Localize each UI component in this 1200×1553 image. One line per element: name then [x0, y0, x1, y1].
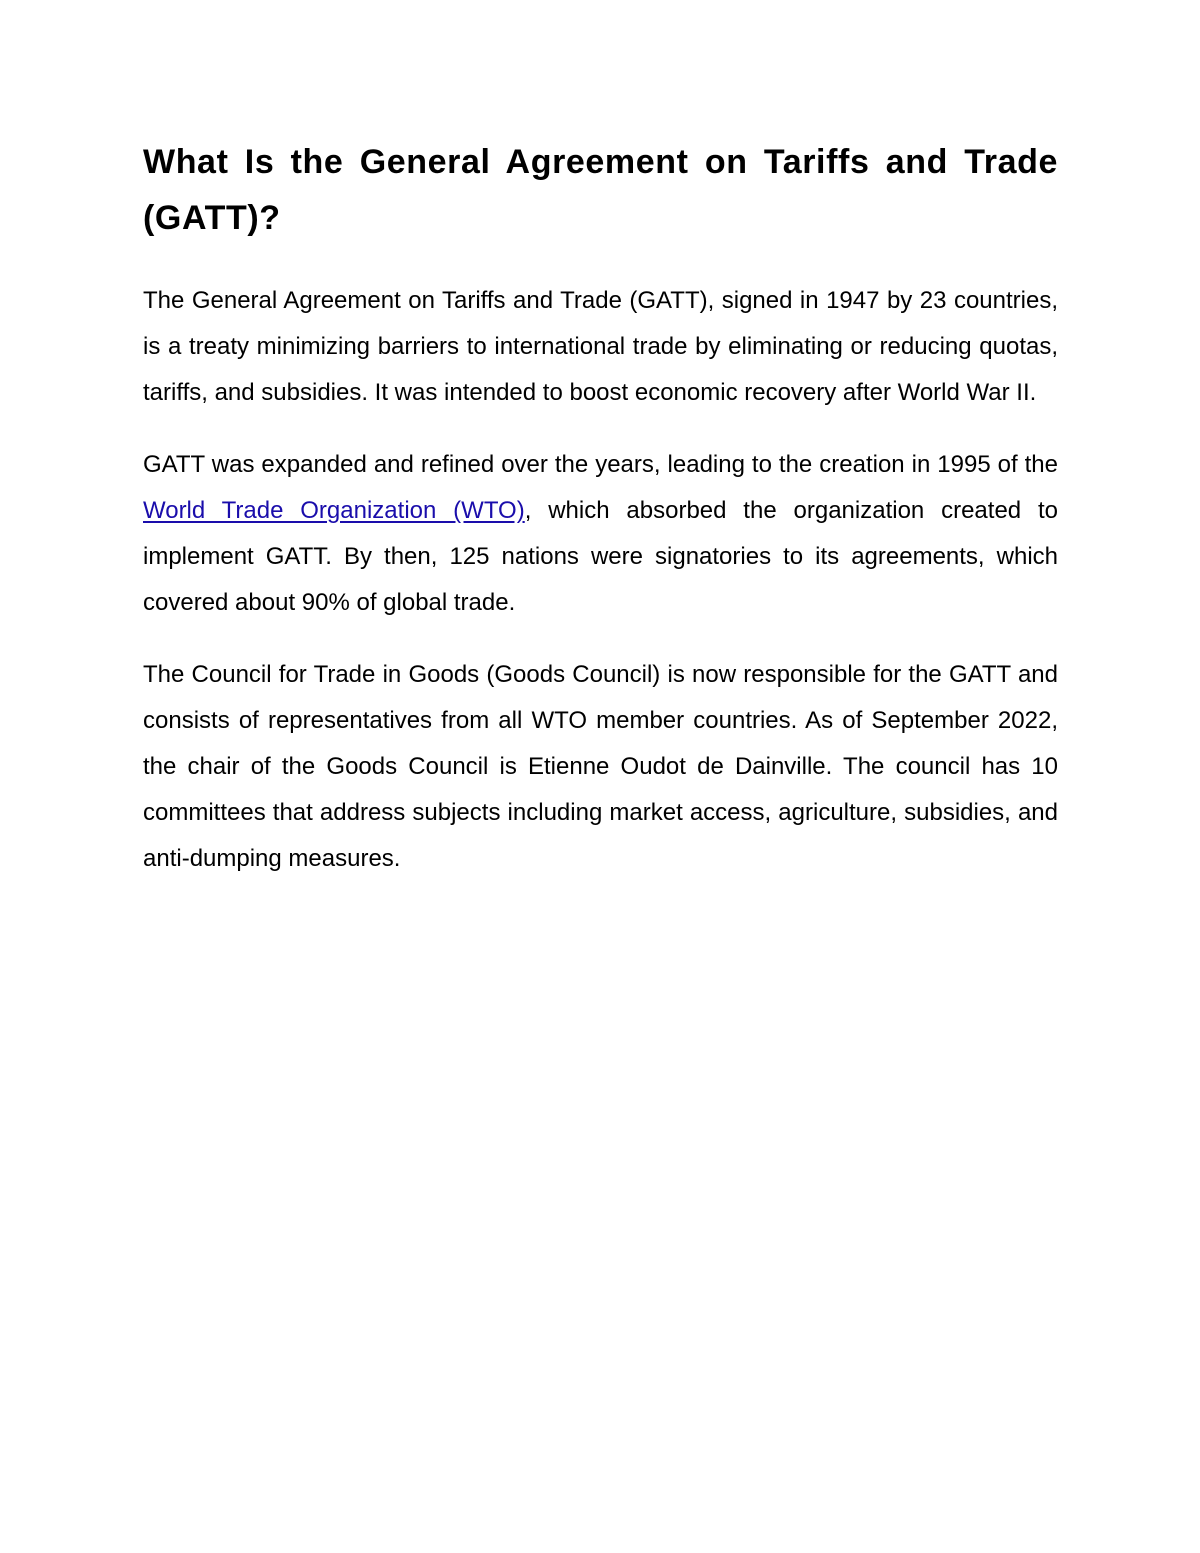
paragraph-text-segment: GATT was expanded and refined over the years, leading to the creation in 1995 of the — [143, 451, 1058, 478]
wto-link[interactable]: World Trade Organization (WTO) — [143, 497, 525, 524]
paragraph-gatt-definition: The General Agreement on Tariffs and Trade (GATT), signed in 1947 by 23 countries, is a treaty minimizing barriers to international trade by eliminating or reducing quotas, tariffs, and subsidies. It was intended to boost economic recovery after World War II. — [143, 287, 1058, 406]
paragraph-gatt-history — [143, 442, 1058, 626]
page-title: What Is the General Agreement on Tariffs and Trade (GATT)? — [143, 143, 1058, 237]
paragraph-text-segment: , which absorbed the organization created to implement GATT. By then, 125 nations were signatories to its agreements, which covered about 90% of global trade. — [143, 497, 1058, 616]
paragraph-goods-council: The Council for Trade in Goods (Goods Council) is now responsible for the GATT and consists of representatives from all WTO member countries. As of September 2022, the chair of the Goods Council is Etienne Oudot de Dainville. The council has 10 committees that address subjects including market access, agriculture, subsidies, and anti-dumping measures. — [143, 661, 1058, 872]
document-body — [143, 134, 1058, 882]
